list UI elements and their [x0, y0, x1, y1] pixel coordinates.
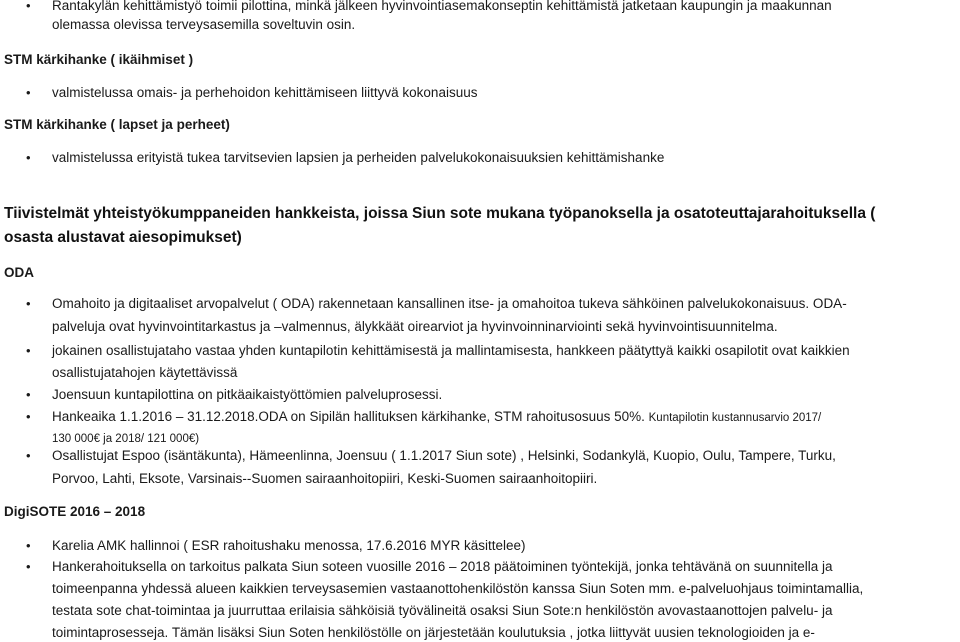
- list-item: Karelia AMK hallinnoi ( ESR rahoitushaku menossa, 17.6.2016 MYR käsittelee): [52, 538, 526, 553]
- list-item-text: Hankeaika 1.1.2016 – 31.12.2018.ODA on Sipilän hallituksen kärkihanke, STM rahoitusosuus 50%.: [52, 409, 649, 424]
- bullet-icon: •: [26, 343, 31, 358]
- bullet-icon: •: [26, 538, 31, 553]
- list-item: jokainen osallistujataho vastaa yhden kuntapilotin kehittämisestä ja mallintamisesta, hankkeen päätyttyä kaikki osapilotit ovat kaikkien: [52, 343, 850, 358]
- bullet-icon: •: [26, 150, 31, 165]
- bullet-icon: •: [26, 409, 31, 424]
- section-title-continuation: osasta alustavat aiesopimukset): [4, 229, 242, 246]
- bullet-icon: •: [26, 448, 31, 463]
- list-item-continuation: palveluja ovat hyvinvointitarkastus ja –valmennus, älykkäät oirearviot ja hyvinvoinninarviointi sekä hyvinvointisuunnitelma.: [52, 319, 778, 334]
- bullet-icon: •: [26, 559, 31, 574]
- list-item: [52, 408, 821, 427]
- list-item: valmistelussa erityistä tukea tarvitsevien lapsien ja perheiden palvelukokonaisuuksien kehittämishanke: [52, 150, 665, 165]
- list-item: Osallistujat Espoo (isäntäkunta), Hämeenlinna, Joensuu ( 1.1.2017 Siun sote) , Helsinki, Sodankylä, Kuopio, Oulu, Tampere, Turku,: [52, 448, 836, 463]
- bullet-icon: •: [26, 85, 31, 100]
- list-item: Omahoito ja digitaaliset arvopalvelut ( ODA) rakennetaan kansallinen itse- ja omahoitoa tukeva sähköinen palvelukokonaisuus. ODA-: [52, 296, 847, 311]
- list-item-continuation: olemassa olevissa terveysasemilla soveltuvin osin.: [52, 17, 356, 32]
- list-item: Hankerahoituksella on tarkoitus palkata Siun soteen vuosille 2016 – 2018 päätoiminen työntekijä, jonka tehtävänä on suunnitella ja: [52, 559, 833, 574]
- bullet-icon: •: [26, 387, 31, 402]
- list-item-continuation: toimintaprosesseja. Tämän lisäksi Siun Soten henkilöstölle on järjestetään koulutuksia , jotka liittyvät uusien teknologioiden ja e-: [52, 625, 815, 640]
- list-item: Joensuun kuntapilottina on pitkäaikaistyöttömien palveluprosessi.: [52, 387, 443, 402]
- section-title: Tiivistelmät yhteistyökumppaneiden hankkeista, joissa Siun sote mukana työpanoksella ja osatoteuttajarahoituksella (: [4, 205, 876, 222]
- section-heading: ODA: [4, 265, 34, 280]
- section-heading: STM kärkihanke ( lapset ja perheet): [4, 117, 230, 132]
- section-heading: STM kärkihanke ( ikäihmiset ): [4, 52, 194, 67]
- bullet-icon: •: [26, 0, 31, 13]
- list-item-continuation: testata sote chat-toimintaa ja juurruttaa erilaisia sähköisiä työvälineitä osaksi Siun Sote:n henkilöstön avovastaanottojen palvelu- ja: [52, 603, 833, 618]
- list-item-continuation: osallistujatahojen käytettävissä: [52, 365, 238, 380]
- list-item-continuation: Porvoo, Lahti, Eksote, Varsinais--Suomen sairaanhoitopiiri, Keski-Suomen sairaanhoitopiiri.: [52, 471, 598, 486]
- list-item: valmistelussa omais- ja perhehoidon kehittämiseen liittyvä kokonaisuus: [52, 85, 478, 100]
- list-item: Rantakylän kehittämistyö toimii pilottina, minkä jälkeen hyvinvointiasemakonseptin kehittämistä jatketaan kaupungin ja maakunnan: [52, 0, 832, 13]
- section-heading: DigiSOTE 2016 – 2018: [4, 504, 146, 519]
- list-item-continuation: 130 000€ ja 2018/ 121 000€): [52, 433, 200, 445]
- bullet-icon: •: [26, 296, 31, 311]
- cost-estimate-text: Kuntapilotin kustannusarvio 2017/: [648, 412, 822, 424]
- list-item-continuation: toimeenpanna yhdessä alueen kaikkien terveysasemien vastaanottohenkilöstön kanssa Siun Soten mm. e-palveluohjaus toimintamallia,: [52, 581, 864, 596]
